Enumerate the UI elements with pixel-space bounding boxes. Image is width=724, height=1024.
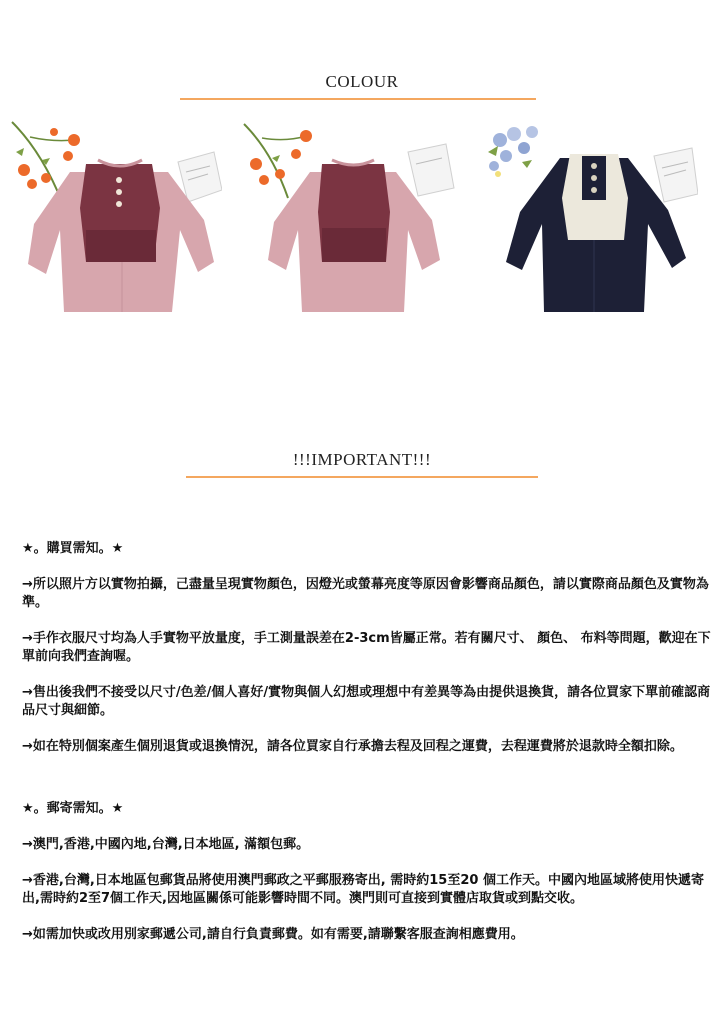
shipping-note: →如需加快或改用別家郵遞公司,請自行負責郵費。如有需要,請聯繫客服查詢相應費用。	[22, 927, 524, 942]
purchase-notes-title: ★。購買需知。★	[22, 541, 124, 556]
colour-heading: COLOUR	[325, 72, 399, 91]
shipping-note: →澳門,香港,中國內地,台灣,日本地區, 滿額包郵。	[22, 837, 310, 852]
blouse-pink-back	[268, 160, 440, 312]
purchase-note: →所以照片方以實物拍攝，己盡量呈現實物顏色，因燈光或螢幕亮度等原因會影響商品顏色，請以實際商品顏色及實物為準。	[22, 577, 709, 610]
shipping-notes-title: ★。郵寄需知。★	[22, 801, 124, 816]
colour-divider	[180, 98, 536, 100]
flower-sprig	[488, 126, 538, 177]
important-heading: !!!IMPORTANT!!!	[292, 450, 432, 469]
product-photo-navy-front	[478, 112, 698, 312]
paper-card	[654, 148, 698, 202]
purchase-note: →如在特別個案產生個別退貨或退換情況，請各位買家自行承擔去程及回程之運費，去程運費將於退款時全額扣除。	[22, 739, 683, 754]
purchase-note: →售出後我們不接受以尺寸/色差/個人喜好/實物與個人幻想或理想中有差異等為由提供退換貨，請各位買家下單前確認商品尺寸與細節。	[22, 685, 711, 718]
shipping-notes	[22, 800, 712, 944]
purchase-notes	[22, 540, 712, 756]
shipping-note: →香港,台灣,日本地區包郵貨品將使用澳門郵政之平郵服務寄出, 需時約15至20 個工作天。中國內地區域將使用快遞寄出,需時約2至7個工作天,因地區關係可能影響時間不同。澳門則可直接到實體店取貨或到點交收。	[22, 873, 704, 906]
product-photo-pink-front	[2, 112, 222, 312]
paper-card	[408, 144, 454, 196]
purchase-note: →手作衣服尺寸均為人手實物平放量度，手工測量誤差在2-3cm皆屬正常。若有關尺寸、 顏色、 布料等問題，歡迎在下單前向我們查詢喔。	[22, 631, 711, 664]
product-photo-pink-back	[236, 112, 456, 312]
important-divider	[186, 476, 538, 478]
